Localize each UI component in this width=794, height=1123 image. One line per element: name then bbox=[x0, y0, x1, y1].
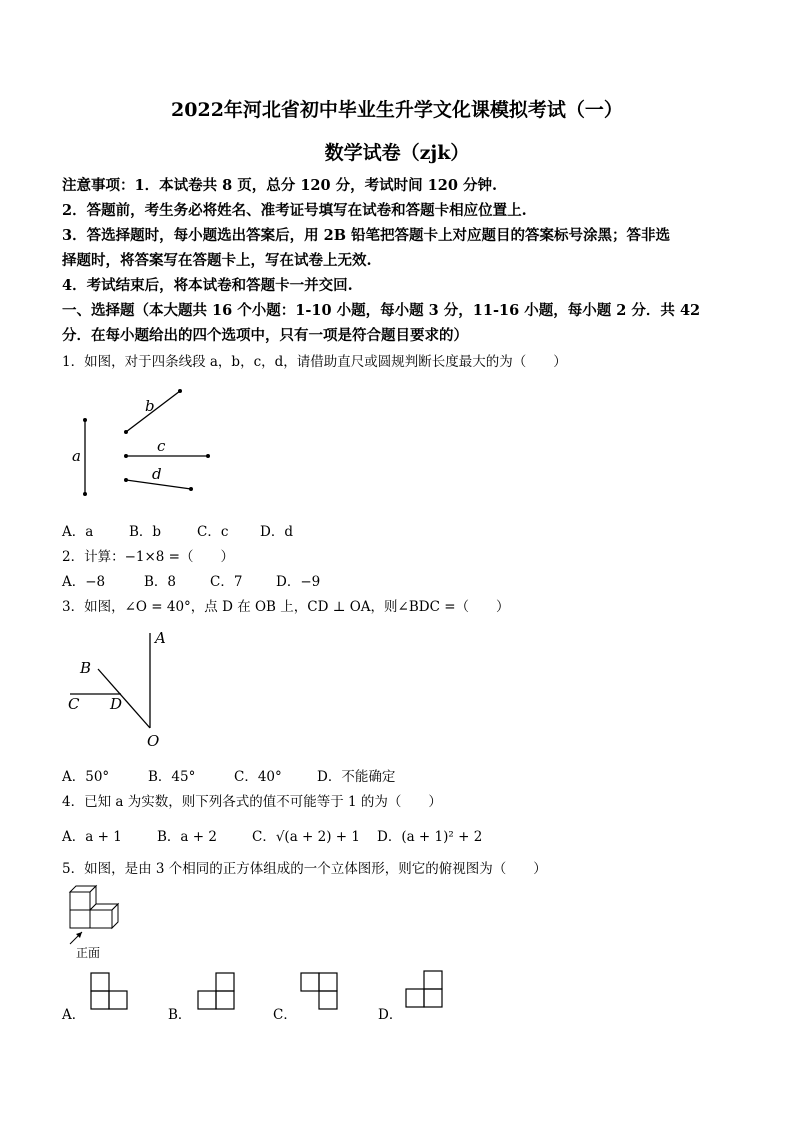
q4-options bbox=[62, 825, 482, 845]
q2-option-d[interactable]: D．−9 bbox=[276, 574, 321, 590]
q1-options bbox=[62, 520, 293, 540]
q3-option-c[interactable]: C．40° bbox=[234, 769, 282, 785]
q1-option-b[interactable]: B．b bbox=[129, 524, 162, 540]
note-2: 2．答题前，考生务必将姓名、准考证号填写在试卷和答题卡相应位置上. bbox=[62, 202, 527, 219]
label-A: A bbox=[155, 629, 166, 647]
q4-option-a[interactable]: A．a + 1 bbox=[62, 829, 122, 845]
note-3a: 3．答选择题时，每小题选出答案后，用 2B 铅笔把答题卡上对应题目的答案标号涂黑；答非选 bbox=[62, 227, 671, 244]
note-3b: 择题时，将答案写在答题卡上，写在试卷上无效. bbox=[62, 252, 372, 269]
q5-option-b[interactable]: B． bbox=[168, 1007, 192, 1023]
q2-options bbox=[62, 570, 320, 590]
q5-solid-figure bbox=[62, 882, 142, 964]
label-d: d bbox=[152, 465, 162, 483]
ray-OB bbox=[98, 669, 150, 728]
q5-option-b-figure[interactable] bbox=[197, 972, 239, 1012]
q2-option-b[interactable]: B．8 bbox=[144, 574, 177, 590]
q1-figure bbox=[60, 380, 230, 505]
q3-stem: 3．如图，∠O = 40°，点 D 在 OB 上，CD ⊥ OA，则∠BDC =（ ） bbox=[62, 599, 510, 615]
q1-option-d[interactable]: D．d bbox=[260, 524, 293, 540]
q1-option-a[interactable]: A．a bbox=[62, 524, 94, 540]
label-B: B bbox=[80, 659, 92, 677]
q5-option-a[interactable]: A． bbox=[62, 1007, 86, 1023]
q3-option-d[interactable]: D．不能确定 bbox=[317, 769, 396, 785]
q2-option-c[interactable]: C．7 bbox=[210, 574, 243, 590]
q4-stem: 4．已知 a 为实数，则下列各式的值不可能等于 1 的为（ ） bbox=[62, 794, 442, 810]
q5-front-label: 正面 bbox=[76, 946, 101, 960]
label-a: a bbox=[72, 447, 81, 465]
note-1: 注意事项：1．本试卷共 8 页，总分 120 分，考试时间 120 分钟. bbox=[62, 177, 498, 194]
label-O: O bbox=[147, 732, 160, 750]
q5-option-d[interactable]: D． bbox=[378, 1007, 403, 1023]
note-4: 4．考试结束后，将本试卷和答题卡一并交回. bbox=[62, 277, 353, 294]
q2-option-a[interactable]: A．−8 bbox=[62, 574, 106, 590]
q5-option-c-figure[interactable] bbox=[300, 972, 342, 1012]
q5-option-a-figure[interactable] bbox=[90, 972, 132, 1012]
q1-option-c[interactable]: C．c bbox=[197, 524, 229, 540]
section-heading-2: 分．在每小题给出的四个选项中，只有一项是符合题目要求的） bbox=[62, 327, 468, 344]
q5-option-c[interactable]: C． bbox=[273, 1007, 297, 1023]
q4-option-d[interactable]: D．(a + 1)² + 2 bbox=[377, 829, 483, 845]
exam-subtitle: 数学试卷（zjk） bbox=[324, 142, 470, 164]
label-D: D bbox=[110, 695, 123, 713]
q5-stem: 5．如图，是由 3 个相同的正方体组成的一个立体图形，则它的俯视图为（ ） bbox=[62, 861, 547, 877]
q4-option-c[interactable]: C．√(a + 2) + 1 bbox=[252, 829, 360, 845]
exam-title: 2022年河北省初中毕业生升学文化课模拟考试（一） bbox=[171, 99, 623, 121]
q3-figure bbox=[60, 625, 190, 750]
section-heading-1: 一、选择题（本大题共 16 个小题：1-10 小题，每小题 3 分，11-16 小题，每小题 2 分．共 42 bbox=[62, 302, 701, 319]
q2-stem: 2．计算：−1×8 =（ ） bbox=[62, 549, 234, 565]
label-b: b bbox=[145, 397, 155, 415]
label-C: C bbox=[68, 695, 80, 713]
q4-option-b[interactable]: B．a + 2 bbox=[157, 829, 217, 845]
q5-option-d-figure[interactable] bbox=[405, 970, 447, 1010]
q3-option-b[interactable]: B．45° bbox=[148, 769, 196, 785]
q3-option-a[interactable]: A．50° bbox=[62, 769, 110, 785]
label-c: c bbox=[157, 437, 166, 455]
q1-stem: 1．如图，对于四条线段 a，b，c，d，请借助直尺或圆规判断长度最大的为（ ） bbox=[62, 354, 567, 370]
q3-options bbox=[62, 765, 395, 785]
